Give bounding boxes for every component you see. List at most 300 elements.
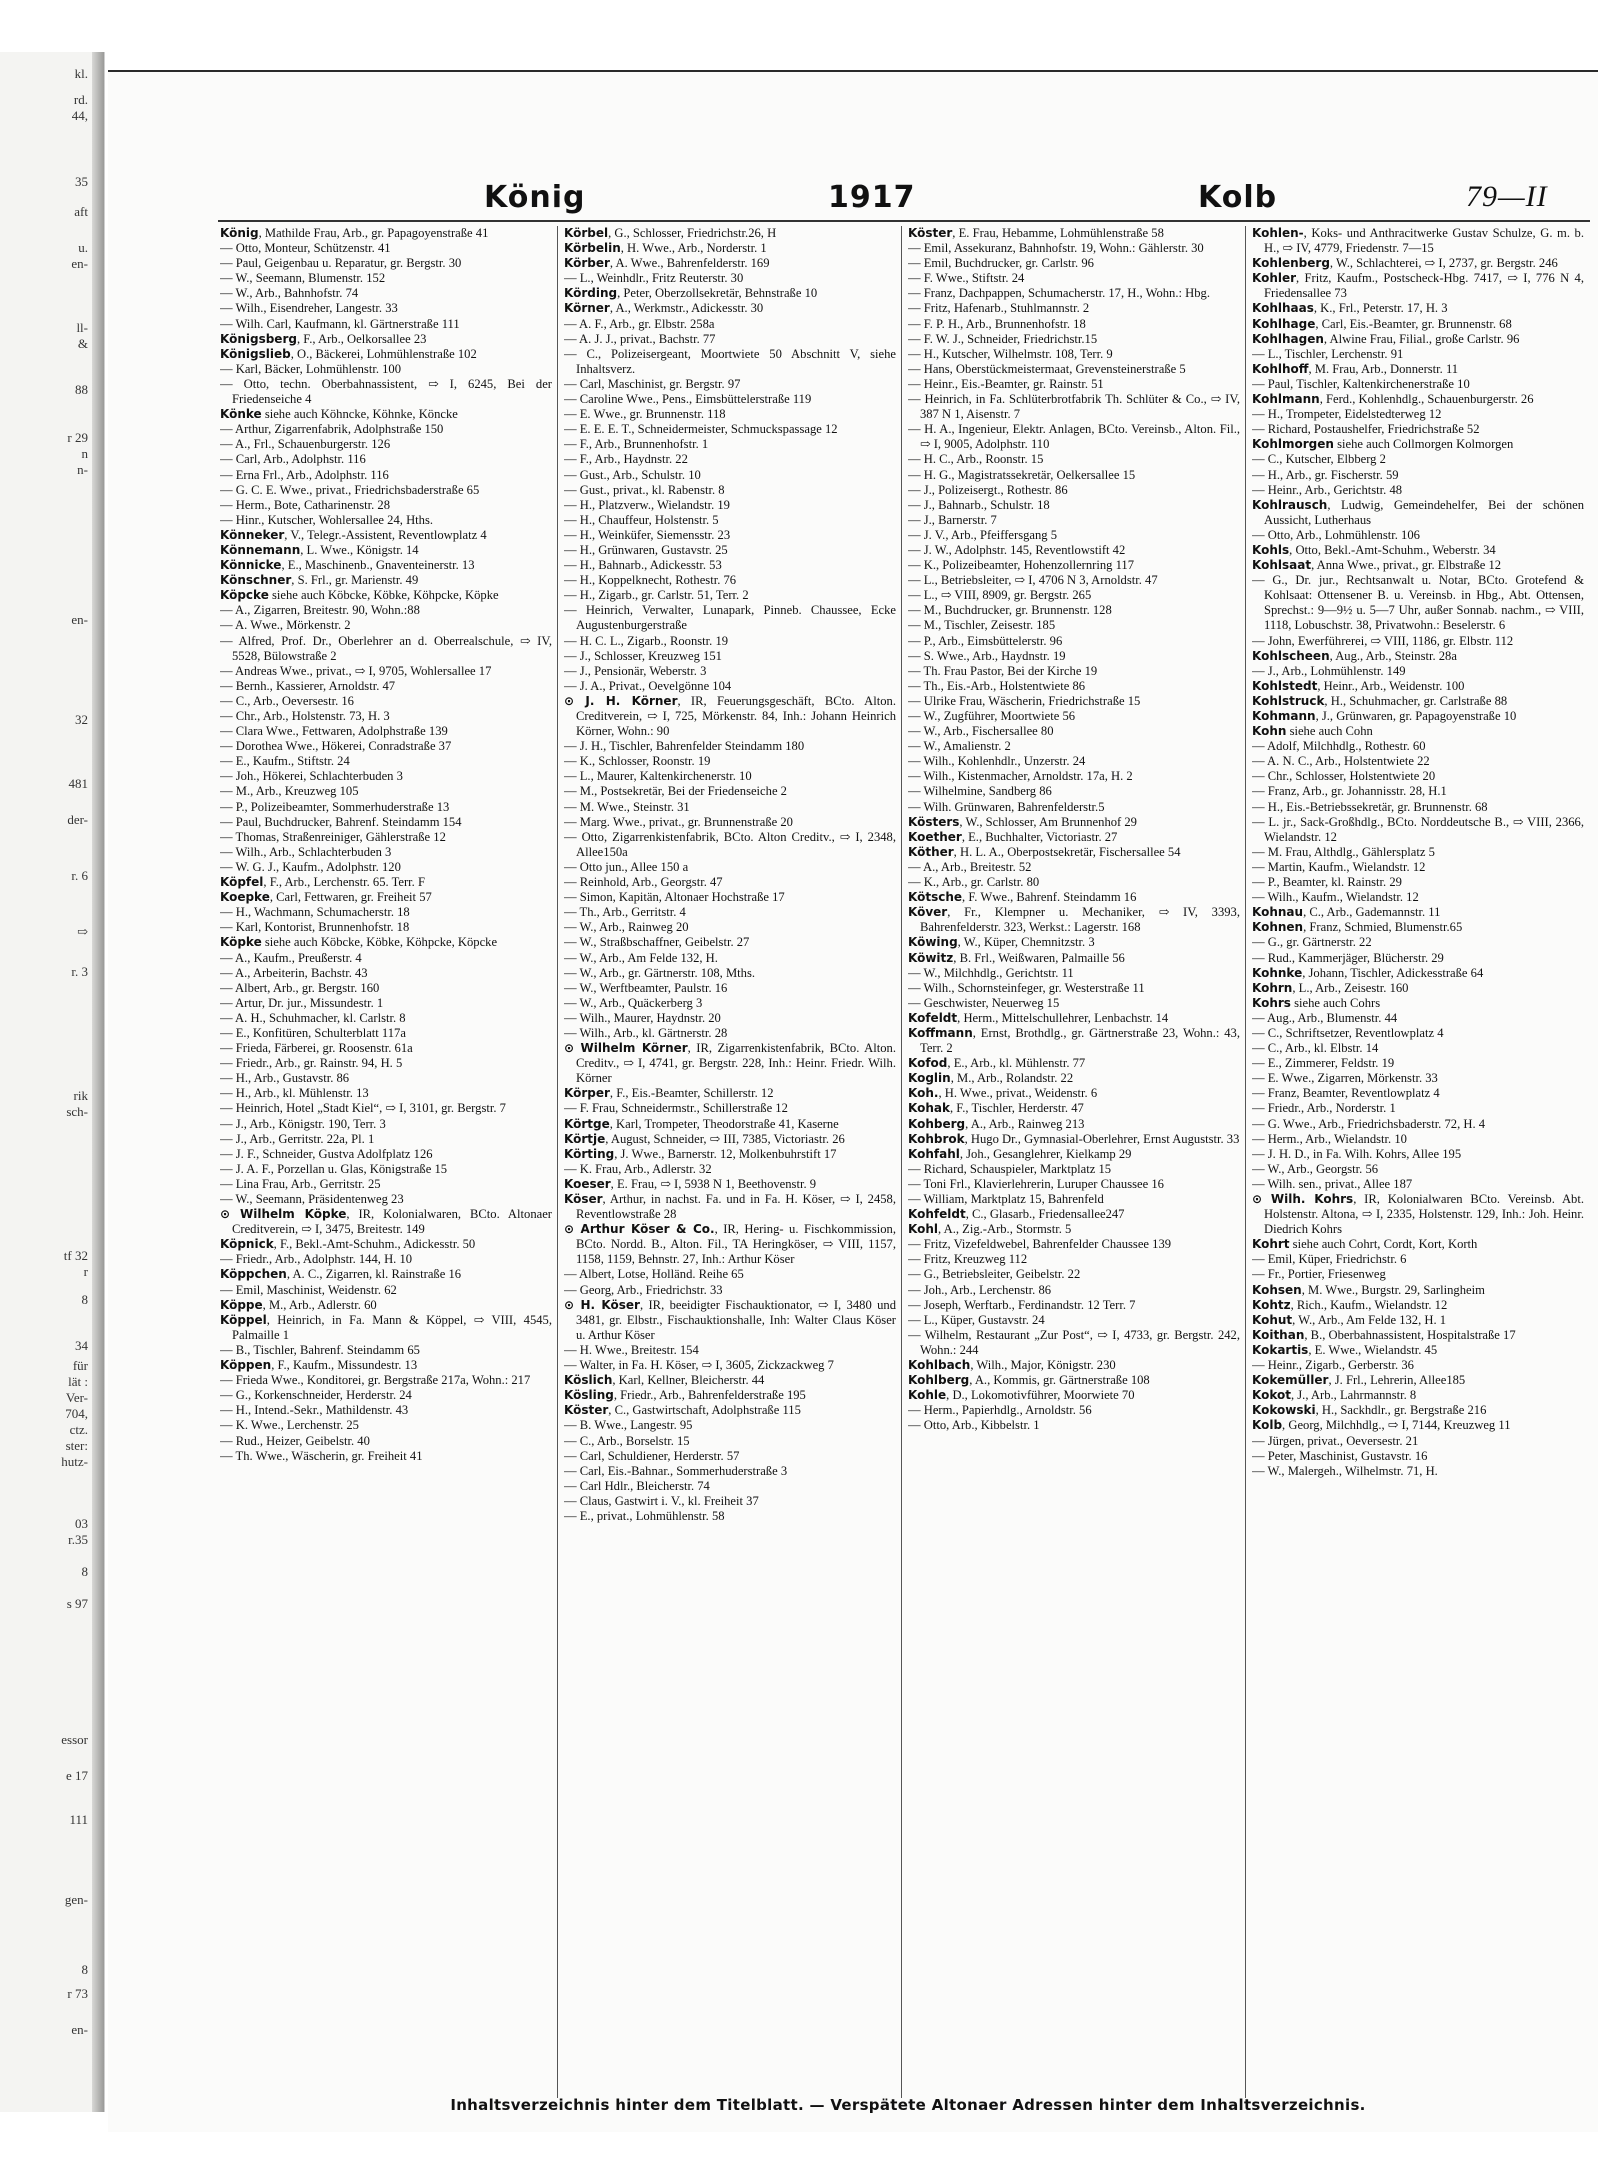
facing-page-fragment: &	[77, 336, 88, 351]
directory-entry: — Carl, Arb., Adolphstr. 116	[220, 452, 366, 467]
directory-entry: — Wilh., Schornsteinfeger, gr. Westerstraße 11	[908, 980, 1145, 995]
directory-entry: Kösters, W., Schlosser, Am Brunnenhof 29	[908, 814, 1137, 829]
facing-page-fragment: hutz-	[61, 1454, 88, 1469]
directory-entry: — A., Arb., Breitestr. 52	[908, 859, 1032, 874]
directory-entry: — Aug., Arb., Blumenstr. 44	[1252, 1010, 1398, 1025]
directory-entry: Kohlhage, Carl, Eis.-Beamter, gr. Brunnenstr. 68	[1252, 316, 1512, 331]
directory-entry: — E., Konfitüren, Schulterblatt 117a	[220, 1025, 406, 1040]
directory-entry: — Frieda Wwe., Konditorei, gr. Bergstraße 217a, Wohn.: 217	[220, 1373, 531, 1388]
facing-page-fragment: r 29	[67, 430, 88, 445]
directory-entry: Körber, A. Wwe., Bahrenfelderstr. 169	[564, 256, 770, 271]
directory-entry: — J., Arb., Königstr. 190, Terr. 3	[220, 1116, 386, 1131]
directory-entry: — C., Schriftsetzer, Reventlowplatz 4	[1252, 1025, 1444, 1040]
facing-page-fragment: 88	[75, 382, 88, 397]
directory-entry: — Herm., Papierhdlg., Arnoldstr. 56	[908, 1403, 1092, 1418]
directory-entry: — Karl, Kontorist, Brunnenhofstr. 18	[220, 920, 410, 935]
directory-entry: — W., Arb., gr. Gärtnerstr. 108, Mths.	[564, 965, 756, 980]
column-4	[1252, 226, 1584, 2096]
directory-entry: — Paul, Geigenbau u. Reparatur, gr. Bergstr. 30	[220, 256, 462, 271]
directory-entry: Könnicke, E., Maschinenb., Gnaventeinerstr. 13	[220, 558, 475, 573]
directory-entry: Kohlhoff, M. Frau, Arb., Donnerstr. 11	[1252, 361, 1459, 376]
directory-entry: — K. Wwe., Lerchenstr. 25	[220, 1418, 359, 1433]
directory-entry: Köther, H. L. A., Oberpostsekretär, Fischersallee 54	[908, 844, 1181, 859]
directory-entry: — E. Wwe., gr. Brunnenstr. 118	[564, 407, 726, 422]
directory-entry: — P., Beamter, kl. Rainstr. 29	[1252, 875, 1402, 890]
directory-entry: — H., Arb., gr. Fischerstr. 59	[1252, 467, 1399, 482]
facing-page-fragment: e 17	[65, 1768, 88, 1783]
scan-border	[0, 0, 1600, 52]
directory-entry: — F. W. J., Schneider, Friedrichstr.15	[908, 331, 1098, 346]
header-last-name: Kolb	[1198, 180, 1278, 215]
directory-entry: Kohberg, A., Arb., Rainweg 213	[908, 1116, 1085, 1131]
facing-page-fragment: 704,	[65, 1406, 88, 1421]
directory-entry: Kohls, Otto, Bekl.-Amt-Schuhm., Weberstr. 34	[1252, 542, 1496, 557]
directory-entry: Kohlbach, Wilh., Major, Königstr. 230	[908, 1358, 1116, 1373]
directory-entry: Köwing, W., Küper, Chemnitzstr. 3	[908, 935, 1095, 950]
directory-entry: — G., Dr. jur., Rechtsanwalt u. Notar, BCto. Grotefend & Kohlsaat: Ottensener B. u. Vereinsb. in Hbg., Abt. Ottensen, Sprechst.: 9—9½ u. 5—7 Uhr, außer Sonnab. nachm., ⇨ VIII, 1118, Lobuschstr. 38, Privatwohn.: Beselerstr. 6	[1252, 573, 1584, 633]
directory-entry: — L., ⇨ VIII, 8909, gr. Bergstr. 265	[908, 588, 1092, 603]
facing-page-fragment: ctz.	[69, 1422, 88, 1437]
directory-entry: — Joh., Hökerei, Schlachterbuden 3	[220, 769, 403, 784]
directory-entry: — Wilh. sen., privat., Allee 187	[1252, 1176, 1413, 1191]
facing-page-fragment: lät :	[68, 1374, 88, 1389]
directory-entry: — H., Weinküfer, Siemensstr. 23	[564, 527, 731, 542]
directory-entry: — Rud., Kammerjäger, Blücherstr. 29	[1252, 950, 1444, 965]
directory-entry: — Otto jun., Allee 150 a	[564, 859, 689, 874]
directory-entry: — C., Arb., Oeversestr. 16	[220, 693, 354, 708]
directory-entry: — B., Tischler, Bahrenf. Steindamm 65	[220, 1342, 420, 1357]
directory-entry: Kohmann, J., Grünwaren, gr. Papagoyenstraße 10	[1252, 709, 1517, 723]
facing-page-fragment: ster:	[65, 1438, 88, 1453]
directory-entry: — Otto, Arb., Lohmühlenstr. 106	[1252, 527, 1420, 542]
directory-entry: Koether, E., Buchhalter, Victoriastr. 27	[908, 829, 1118, 844]
directory-entry: — Otto, Monteur, Schützenstr. 41	[220, 241, 391, 256]
directory-entry: — W., Arb., Rainweg 20	[564, 920, 689, 935]
directory-entry: — J. V., Arb., Pfeiffersgang 5	[908, 527, 1058, 542]
directory-entry: — A. F., Arb., gr. Elbstr. 258a	[564, 316, 715, 331]
directory-entry: Kösling, Friedr., Arb., Bahrenfelderstraße 195	[564, 1388, 806, 1403]
directory-entry: — Richard, Schauspieler, Marktplatz 15	[908, 1161, 1112, 1176]
directory-entry: — G., gr. Gärtnerstr. 22	[1252, 935, 1372, 950]
directory-entry: — G. Wwe., Arb., Friedrichsbaderstr. 72, H. 4	[1252, 1116, 1486, 1131]
directory-entry: — A., Arbeiterin, Bachstr. 43	[220, 965, 368, 980]
directory-entry: — Peter, Maschinist, Gustavstr. 16	[1252, 1448, 1428, 1463]
facing-page-fragment: aft	[74, 204, 88, 219]
directory-entry: — Heinrich, in Fa. Schlüterbrotfabrik Th. Schlüter & Co., ⇨ IV, 387 N 1, Aisenstr. 7	[908, 392, 1240, 422]
directory-entry: Kohlscheen, Aug., Arb., Steinstr. 28a	[1252, 648, 1457, 663]
directory-entry: Köpfel, F., Arb., Lerchenstr. 65. Terr. F	[220, 875, 425, 890]
directory-entry: Körtje, August, Schneider, ⇨ III, 7385, Victoriastr. 26	[564, 1131, 845, 1146]
directory-entry: — Wilh., Eisendreher, Langestr. 33	[220, 301, 398, 316]
directory-entry: — Paul, Tischler, Kaltenkirchenerstraße 10	[1252, 376, 1470, 391]
directory-entry: — B. Wwe., Langestr. 95	[564, 1418, 693, 1433]
directory-entry: ⊙ Wilhelm Körner, IR, Zigarrenkistenfabrik, BCto. Alton. Creditv., ⇨ I, 4741, gr. Bergstr. 228, Inh.: Heinr. Friedr. Wilh. Körner	[564, 1041, 896, 1086]
directory-entry: — Franz, Beamter, Reventlowplatz 4	[1252, 1086, 1440, 1101]
directory-entry: Koeser, E. Frau, ⇨ I, 5938 N 1, Beethovenstr. 9	[564, 1176, 817, 1191]
directory-entry: — J. H. D., in Fa. Wilh. Kohrs, Allee 195	[1252, 1146, 1462, 1161]
directory-entry: — F., Arb., Brunnenhofstr. 1	[564, 437, 709, 452]
directory-entry: — Gust., Arb., Schulstr. 10	[564, 467, 701, 482]
directory-entry: Könke siehe auch Köhncke, Köhnke, Köncke	[220, 407, 458, 422]
directory-entry: — Wilh. Grünwaren, Bahrenfelderstr.5	[908, 799, 1105, 814]
directory-entry: — H., Arb., Gustavstr. 86	[220, 1071, 350, 1086]
directory-entry: — Joh., Arb., Lerchenstr. 86	[908, 1282, 1052, 1297]
directory-entry: — Andreas Wwe., privat., ⇨ I, 9705, Wohlersallee 17	[220, 663, 492, 678]
directory-entry: Kohnau, C., Arb., Gademannstr. 11	[1252, 905, 1441, 920]
directory-entry: Könnemann, L. Wwe., Königstr. 14	[220, 542, 419, 557]
directory-entry: — Clara Wwe., Fettwaren, Adolphstraße 139	[220, 724, 448, 739]
directory-entry: — W., Arb., Georgstr. 56	[1252, 1161, 1379, 1176]
directory-entry: — Th., Eis.-Arb., Holstentwiete 86	[908, 678, 1086, 693]
directory-entry: — J., Bahnarb., Schulstr. 18	[908, 497, 1050, 512]
directory-entry: Körting, J. Wwe., Barnerstr. 12, Molkenbuhrstift 17	[564, 1146, 837, 1161]
header-first-name: König	[484, 180, 586, 215]
directory-entry: — M., Postsekretär, Bei der Friedenseiche 2	[564, 784, 787, 799]
directory-entry: Kohrs siehe auch Cohrs	[1252, 995, 1381, 1010]
directory-entry: — H. G., Magistratssekretär, Oelkersallee 15	[908, 467, 1136, 482]
directory-entry: Kokot, J., Arb., Lahrmannstr. 8	[1252, 1388, 1417, 1403]
directory-entry: König, Mathilde Frau, Arb., gr. Papagoyenstraße 41	[220, 226, 489, 240]
directory-entry: — Th., Arb., Gerritstr. 4	[564, 905, 686, 920]
directory-entry: — Erna Frl., Arb., Adolphstr. 116	[220, 467, 389, 482]
directory-entry: — M., Buchdrucker, gr. Brunnenstr. 128	[908, 603, 1112, 618]
directory-entry: — A., Kaufm., Preußerstr. 4	[220, 950, 362, 965]
directory-entry: Kohrn, L., Arb., Zeisestr. 160	[1252, 980, 1409, 995]
directory-entry: — J. A. F., Porzellan u. Glas, Königstraße 15	[220, 1161, 448, 1176]
directory-entry: — Simon, Kapitän, Altonaer Hochstraße 17	[564, 890, 785, 905]
directory-entry: Kohak, F., Tischler, Herderstr. 47	[908, 1101, 1084, 1116]
facing-page-fragment: 03	[75, 1516, 88, 1531]
directory-entry: Köwitz, B. Frl., Weißwaren, Palmaille 56	[908, 950, 1125, 965]
directory-entry: — P., Arb., Eimsbüttelerstr. 96	[908, 633, 1063, 648]
directory-entry: — Fritz, Vizefeldwebel, Bahrenfelder Chaussee 139	[908, 1237, 1172, 1252]
directory-entry: Kohlstedt, Heinr., Arb., Weidenstr. 100	[1252, 678, 1465, 693]
facing-page-fragment: gen-	[64, 1892, 88, 1907]
facing-page-fragment: en-	[71, 612, 88, 627]
directory-entry: Köslich, Karl, Kellner, Bleicherstr. 44	[564, 1373, 765, 1388]
directory-entry: — Otto, Zigarrenkistenfabrik, BCto. Alton Creditv., ⇨ I, 2348, Allee150a	[564, 829, 896, 859]
facing-page-fragment: sch-	[66, 1104, 88, 1119]
directory-entry: Körbelin, H. Wwe., Arb., Norderstr. 1	[564, 241, 767, 256]
directory-entry: Kötsche, F. Wwe., Bahrenf. Steindamm 16	[908, 890, 1137, 905]
directory-entry: Könschner, S. Frl., gr. Marienstr. 49	[220, 573, 419, 588]
directory-entry: — H., Platzverw., Wielandstr. 19	[564, 497, 730, 512]
directory-entry: — J., Schlosser, Kreuzweg 151	[564, 648, 722, 663]
directory-entry: — Friedr., Arb., gr. Rainstr. 94, H. 5	[220, 1056, 403, 1071]
directory-entry: — K., Schlosser, Roonstr. 19	[564, 754, 711, 769]
directory-entry: Kohlsaat, Anna Wwe., privat., gr. Elbstraße 12	[1252, 558, 1502, 573]
facing-page-fragment: n	[81, 446, 88, 461]
directory-entry: — Carl, Schuldiener, Herderstr. 57	[564, 1448, 740, 1463]
facing-page-fragment: r. 3	[71, 964, 88, 979]
directory-entry: — K., Arb., gr. Carlstr. 80	[908, 875, 1040, 890]
directory-entry: Kohfeldt, C., Glasarb., Friedensallee247	[908, 1207, 1125, 1222]
directory-entry: Kohut, W., Arb., Am Felde 132, H. 1	[1252, 1312, 1447, 1327]
page-number: 79—II	[1466, 180, 1548, 213]
directory-entry: Kohlhaas, K., Frl., Peterstr. 17, H. 3	[1252, 301, 1448, 316]
directory-entry: — Frieda, Färberei, gr. Roosenstr. 61a	[220, 1041, 413, 1056]
directory-entry: Köser, Arthur, in nachst. Fa. und in Fa. H. Köser, ⇨ I, 2458, Reventlowstraße 28	[564, 1192, 896, 1222]
directory-entry: — Wilh., Arb., Schlachterbuden 3	[220, 844, 392, 859]
directory-entry: ⊙ H. Köser, IR, beeidigter Fischauktionator, ⇨ I, 3480 und 3481, gr. Elbstr., Fischauktionshalle, Inh: Walter Claus Köser u. Arthur Köser	[564, 1297, 896, 1342]
facing-page-fragment: 8	[81, 1564, 88, 1579]
directory-entry: — W., Arb., Fischersallee 80	[908, 724, 1054, 739]
directory-entry: — H., Kutscher, Wilhelmstr. 108, Terr. 9	[908, 346, 1113, 361]
directory-entry: — A. J. J., privat., Bachstr. 77	[564, 331, 716, 346]
column-3	[908, 226, 1240, 2096]
directory-entry: — H., Koppelknecht, Rothestr. 76	[564, 573, 737, 588]
directory-entry: — W., Seemann, Blumenstr. 152	[220, 271, 386, 286]
previous-page-edge	[0, 52, 105, 2112]
directory-entry: Kohle, D., Lokomotivführer, Moorwiete 70	[908, 1388, 1135, 1403]
directory-entry: — Otto, techn. Oberbahnassistent, ⇨ I, 6245, Bei der Friedenseiche 4	[220, 376, 552, 407]
directory-entry: — Ulrike Frau, Wäscherin, Friedrichstraße 15	[908, 693, 1141, 708]
directory-entry: Koffmann, Ernst, Brothdlg., gr. Gärtnerstraße 23, Wohn.: 43, Terr. 2	[908, 1025, 1240, 1056]
directory-entry: Koglin, M., Arb., Rolandstr. 22	[908, 1071, 1074, 1086]
directory-entry: — H. C. L., Zigarb., Roonstr. 19	[564, 633, 729, 648]
directory-entry: — Hans, Oberstückmeistermaat, Grevensteinerstraße 5	[908, 361, 1186, 376]
directory-entry: — Herm., Bote, Catharinenstr. 28	[220, 497, 390, 512]
directory-entry: — G., Korkenschneider, Herderstr. 24	[220, 1388, 412, 1403]
directory-entry: ⊙ Arthur Köser & Co., IR, Hering- u. Fischkommission, BCto. Nordd. B., Alton. Fil., TA Heringköser, ⇨ VIII, 1157, 1158, 1159, Behnstr. 27, Inh.: Arthur Köser	[564, 1222, 896, 1267]
facing-page-fragment: r 73	[67, 1986, 88, 2001]
directory-entry: — H., Eis.-Betriebssekretär, gr. Brunnenstr. 68	[1252, 799, 1488, 814]
directory-entry: Königsberg, F., Arb., Oelkorsallee 23	[220, 331, 427, 346]
directory-entry: — J. W., Adolphstr. 145, Reventlowstift 42	[908, 542, 1126, 557]
directory-entry: — H. Wwe., Breitestr. 154	[564, 1342, 699, 1357]
directory-entry: — J., Barnerstr. 7	[908, 512, 997, 527]
directory-page	[108, 70, 1598, 2132]
directory-entry: — Toni Frl., Klavierlehrerin, Luruper Chaussee 16	[908, 1176, 1164, 1191]
directory-entry: — Heinr., Zigarb., Gerberstr. 36	[1252, 1358, 1414, 1373]
directory-entry: — S. Wwe., Arb., Haydnstr. 19	[908, 648, 1066, 663]
directory-entry: — Martin, Kaufm., Wielandstr. 12	[1252, 859, 1426, 874]
directory-entry: Köpcke siehe auch Köbcke, Köbke, Köhpcke, Köpke	[220, 588, 499, 603]
facing-page-fragment: 32	[75, 712, 88, 727]
directory-entry: — L., Küper, Gustavstr. 24	[908, 1312, 1045, 1327]
directory-entry: — C., Arb., Borselstr. 15	[564, 1433, 690, 1448]
facing-page-fragment: 111	[69, 1812, 88, 1827]
directory-entry: Köppchen, A. C., Zigarren, kl. Rainstraße 16	[220, 1267, 462, 1282]
directory-entry: — C., Arb., kl. Elbstr. 14	[1252, 1041, 1379, 1056]
directory-entry: — Wilh., Kohlenhdlr., Unzerstr. 24	[908, 754, 1086, 769]
directory-entry: — Herm., Arb., Wielandstr. 10	[1252, 1131, 1407, 1146]
directory-entry: — Rud., Heizer, Geibelstr. 40	[220, 1433, 370, 1448]
directory-entry: — Artur, Dr. jur., Missundestr. 1	[220, 995, 384, 1010]
directory-entry: — H., Wachmann, Schumacherstr. 18	[220, 905, 410, 920]
directory-entry: — Claus, Gastwirt i. V., kl. Freiheit 37	[564, 1493, 759, 1508]
directory-entry: Köppe, M., Arb., Adlerstr. 60	[220, 1297, 377, 1312]
facing-page-fragment: für	[72, 1358, 88, 1373]
directory-entry: Koh., H. Wwe., privat., Weidenstr. 6	[908, 1086, 1098, 1101]
column-divider	[1245, 226, 1246, 2098]
facing-page-fragment: Ver-	[65, 1390, 88, 1405]
column-divider	[901, 226, 902, 2098]
directory-entry: — L., Maurer, Kaltenkirchenerstr. 10	[564, 769, 752, 784]
directory-entry: — Emil, Maschinist, Weidenstr. 62	[220, 1282, 397, 1297]
directory-entry: — Otto, Arb., Kibbelstr. 1	[908, 1418, 1040, 1433]
directory-entry: — Hinr., Kutscher, Wohlersallee 24, Hths.	[220, 512, 434, 527]
directory-entry: — Joseph, Werftarb., Ferdinandstr. 12 Terr. 7	[908, 1297, 1136, 1312]
facing-page-fragment: essor	[61, 1732, 88, 1747]
directory-entry: — Heinrich, Verwalter, Lunapark, Pinneb. Chaussee, Ecke Augustenburgerstraße	[564, 603, 896, 633]
directory-entry: — H., Intend.-Sekr., Mathildenstr. 43	[220, 1403, 409, 1418]
directory-entry: — Gust., privat., kl. Rabenstr. 8	[564, 482, 725, 497]
directory-entry: — G., Betriebsleiter, Geibelstr. 22	[908, 1267, 1081, 1282]
directory-entry: Kohrt siehe auch Cohrt, Cordt, Kort, Korth	[1252, 1237, 1478, 1252]
directory-entry: — Thomas, Straßenreiniger, Gählerstraße 12	[220, 829, 446, 844]
directory-entry: Kohsen, M. Wwe., Burgstr. 29, Sarlingheim	[1252, 1282, 1485, 1297]
directory-entry: — M., Arb., Kreuzweg 105	[220, 784, 359, 799]
directory-entry: — J. H., Tischler, Bahrenfelder Steindamm 180	[564, 739, 805, 754]
directory-entry: Körding, Peter, Oberzollsekretär, Behnstraße 10	[564, 286, 818, 301]
directory-entry: — J., Polizeisergt., Rothestr. 86	[908, 482, 1068, 497]
directory-entry: Köpnick, F., Bekl.-Amt-Schuhm., Adickesstr. 50	[220, 1237, 476, 1252]
directory-entry: — W., Straßbschaffner, Geibelstr. 27	[564, 935, 750, 950]
directory-entry: — C., Kutscher, Elbberg 2	[1252, 452, 1386, 467]
directory-entry: — Franz, Arb., gr. Johannisstr. 28, H.1	[1252, 784, 1447, 799]
directory-entry: Kohnke, Johann, Tischler, Adickesstraße 64	[1252, 965, 1484, 980]
directory-entry: — W., Amalienstr. 2	[908, 739, 1011, 754]
directory-entry: — W., Werftbeamter, Paulstr. 16	[564, 980, 728, 995]
directory-entry: — Lina Frau, Arb., Gerritstr. 25	[220, 1176, 381, 1191]
facing-page-fragment: en-	[71, 256, 88, 271]
directory-entry: — E., privat., Lohmühlenstr. 58	[564, 1508, 725, 1523]
directory-entry: Kokartis, E. Wwe., Wielandstr. 45	[1252, 1342, 1438, 1357]
page-footer-note: Inhaltsverzeichnis hinter dem Titelblatt. — Verspätete Altonaer Adressen hinter dem Inhaltsverzeichnis.	[450, 2096, 1366, 2114]
directory-entry: — Wilh., Kistenmacher, Arnoldstr. 17a, H. 2	[908, 769, 1133, 784]
facing-page-fragment: 8	[81, 1292, 88, 1307]
directory-entry: Königslieb, O., Bäckerei, Lohmühlenstraße 102	[220, 346, 477, 361]
directory-entry: — Franz, Dachpappen, Schumacherstr. 17, H., Wohn.: Hbg.	[908, 286, 1210, 301]
directory-entry: — J. A., Privat., Oevelgönne 104	[564, 678, 732, 693]
directory-entry: Könneker, V., Telegr.-Assistent, Reventlowplatz 4	[220, 527, 487, 542]
directory-entry: — Carl Hdlr., Bleicherstr. 74	[564, 1478, 710, 1493]
directory-entry: Kohl, A., Zig.-Arb., Stormstr. 5	[908, 1222, 1072, 1237]
directory-entry: — H., Chauffeur, Holstenstr. 5	[564, 512, 719, 527]
directory-entry: — J., Pensionär, Weberstr. 3	[564, 663, 707, 678]
directory-entry: — A., Frl., Schauenburgerstr. 126	[220, 437, 391, 452]
directory-entry: Kohlstruck, H., Schuhmacher, gr. Carlstraße 88	[1252, 693, 1508, 708]
facing-page-fragment: ll-	[76, 320, 88, 335]
directory-entry: Kohlmorgen siehe auch Collmorgen Kolmorgen	[1252, 437, 1514, 452]
directory-entry: ⊙ J. H. Körner, IR, Feuerungsgeschäft, BCto. Alton. Creditverein, ⇨ I, 725, Mörkenstr. 84, Inh.: Johann Heinrich Körner, Wohn.: 90	[564, 693, 896, 739]
directory-entry: Köver, Fr., Klempner u. Mechaniker, ⇨ IV, 3393, Bahrenfelderstr. 323, Werkst.: Lagerstr. 168	[908, 905, 1240, 935]
directory-entry: Kohlen-, Koks- und Anthracitwerke Gustav Schulze, G. m. b. H., ⇨ IV, 4779, Friedenstr. 7—15	[1252, 226, 1584, 256]
facing-page-fragment: tf 32	[63, 1248, 88, 1263]
directory-entry: — H., Bahnarb., Adickesstr. 53	[564, 558, 722, 573]
directory-entry: — F. Wwe., Stiftstr. 24	[908, 271, 1025, 286]
directory-entry: — W., Malergeh., Wilhelmstr. 71, H.	[1252, 1463, 1438, 1478]
directory-entry: — J., Arb., Gerritstr. 22a, Pl. 1	[220, 1131, 375, 1146]
directory-entry: Köppel, Heinrich, in Fa. Mann & Köppel, ⇨ VIII, 4545, Palmaille 1	[220, 1312, 552, 1342]
column-divider	[557, 226, 558, 2098]
directory-entry: — Friedr., Arb., Norderstr. 1	[1252, 1101, 1396, 1116]
directory-entry: — John, Ewerführerei, ⇨ VIII, 1186, gr. Elbstr. 112	[1252, 633, 1514, 648]
facing-page-fragment: s 97	[66, 1596, 88, 1611]
facing-page-fragment: 8	[81, 1962, 88, 1977]
directory-entry: — L. jr., Sack-Großhdlg., BCto. Norddeutsche B., ⇨ VIII, 2366, Wielandstr. 12	[1252, 814, 1584, 844]
directory-entry: Kohn siehe auch Cohn	[1252, 724, 1373, 739]
facing-page-fragment: ⇨	[77, 924, 88, 939]
facing-page-fragment: 44,	[71, 108, 88, 123]
facing-page-fragment: u.	[78, 240, 88, 255]
directory-entry: — Arthur, Zigarrenfabrik, Adolphstraße 150	[220, 422, 444, 437]
facing-page-fragment: rd.	[73, 92, 88, 107]
directory-entry: — H., Arb., kl. Mühlenstr. 13	[220, 1086, 369, 1101]
directory-entry: Koepke, Carl, Fettwaren, gr. Freiheit 57	[220, 890, 432, 905]
directory-entry: — Walter, in Fa. H. Köser, ⇨ I, 3605, Zickzackweg 7	[564, 1358, 834, 1373]
directory-entry: — Richard, Postaushelfer, Friedrichstraße 52	[1252, 422, 1480, 437]
directory-entry: — Emil, Assekuranz, Bahnhofstr. 19, Wohn.: Gählerstr. 30	[908, 241, 1204, 256]
facing-page-fragment: rik	[73, 1088, 88, 1103]
directory-entry: — Reinhold, Arb., Georgstr. 47	[564, 875, 723, 890]
directory-entry: — M. Frau, Althdlg., Gählersplatz 5	[1252, 844, 1435, 859]
directory-entry: — E. E. E. T., Schneidermeister, Schmuckspassage 12	[564, 422, 838, 437]
directory-entry: — M., Tischler, Zeisestr. 185	[908, 618, 1056, 633]
directory-entry: — F. Frau, Schneidermstr., Schillerstraße 12	[564, 1101, 788, 1116]
column-1	[220, 226, 552, 2096]
directory-entry: — Jürgen, privat., Oeversestr. 21	[1252, 1433, 1419, 1448]
directory-entry: Kofeldt, Herm., Mittelschullehrer, Lenbachstr. 14	[908, 1010, 1169, 1025]
directory-entry: — Wilhelmine, Sandberg 86	[908, 784, 1052, 799]
directory-entry: — Chr., Schlosser, Holstentwiete 20	[1252, 769, 1436, 784]
directory-entry: Kolb, Georg, Milchhdlg., ⇨ I, 7144, Kreuzweg 11	[1252, 1418, 1511, 1433]
directory-entry: Körtge, Karl, Trompeter, Theodorstraße 41, Kaserne	[564, 1116, 839, 1131]
directory-entry: — A. N. C., Arb., Holstentwiete 22	[1252, 754, 1430, 769]
directory-entry: — Emil, Buchdrucker, gr. Carlstr. 96	[908, 256, 1094, 271]
directory-entry: — W., Milchhdlg., Gerichtstr. 11	[908, 965, 1074, 980]
directory-entry: — E. Wwe., Zigarren, Mörkenstr. 33	[1252, 1071, 1438, 1086]
header-year: 1917	[828, 180, 916, 215]
directory-entry: — Wilh. Carl, Kaufmann, kl. Gärtnerstraße 111	[220, 316, 460, 331]
directory-entry: Kohfahl, Joh., Gesanglehrer, Kielkamp 29	[908, 1146, 1132, 1161]
directory-entry: — Albert, Lotse, Holländ. Reihe 65	[564, 1267, 744, 1282]
directory-entry: Kohlhagen, Alwine Frau, Filial., große Carlstr. 96	[1252, 331, 1520, 346]
directory-entry: — Fritz, Kreuzweg 112	[908, 1252, 1028, 1267]
directory-entry: — A. Wwe., Mörkenstr. 2	[220, 618, 351, 633]
directory-entry: — W. G. J., Kaufm., Adolphstr. 120	[220, 859, 401, 874]
directory-entry: — F. P. H., Arb., Brunnenhofstr. 18	[908, 316, 1086, 331]
directory-entry: — Georg, Arb., Friedrichstr. 33	[564, 1282, 723, 1297]
directory-entry: Kohlberg, A., Kommis, gr. Gärtnerstraße 108	[908, 1373, 1150, 1388]
directory-entry: — H., Trompeter, Eidelstedterweg 12	[1252, 407, 1442, 422]
directory-entry: Kofod, E., Arb., kl. Mühlenstr. 77	[908, 1056, 1086, 1071]
directory-entry: Körbel, G., Schlosser, Friedrichstr.26, H	[564, 226, 777, 240]
directory-entry: — Bernh., Kassierer, Arnoldstr. 47	[220, 678, 396, 693]
directory-entry: ⊙ Wilhelm Köpke, IR, Kolonialwaren, BCto. Altonaer Creditverein, ⇨ I, 3475, Breitestr. 149	[220, 1207, 552, 1237]
directory-entry: — J., Arb., Lohmühlenstr. 149	[1252, 663, 1406, 678]
facing-page-fragment: r.35	[68, 1532, 88, 1547]
directory-entry: — Wilh., Kaufm., Wielandstr. 12	[1252, 890, 1419, 905]
directory-entry: — E., Zimmerer, Feldstr. 19	[1252, 1056, 1395, 1071]
directory-entry: — Th. Frau Pastor, Bei der Kirche 19	[908, 663, 1098, 678]
directory-entry: — Albert, Arb., gr. Bergstr. 160	[220, 980, 380, 995]
facing-page-fragment: kl.	[74, 66, 88, 81]
directory-entry: — Alfred, Prof. Dr., Oberlehrer an d. Oberrealschule, ⇨ IV, 5528, Bülowstraße 2	[220, 633, 552, 663]
directory-entry: — Heinr., Arb., Gerichtstr. 48	[1252, 482, 1403, 497]
directory-entry: — J. F., Schneider, Gustva Adolfplatz 126	[220, 1146, 433, 1161]
directory-entry: — Th. Wwe., Wäscherin, gr. Freiheit 41	[220, 1448, 423, 1463]
facing-page-fragment: 481	[68, 776, 88, 791]
directory-entry: Kokemüller, J. Frl., Lehrerin, Allee185	[1252, 1373, 1466, 1388]
directory-entry: — L., Weinhdlr., Fritz Reuterstr. 30	[564, 271, 744, 286]
directory-entry: — Caroline Wwe., Pens., Eimsbüttelerstraße 119	[564, 392, 812, 407]
directory-entry: — Karl, Bäcker, Lohmühlenstr. 100	[220, 361, 402, 376]
facing-page-fragment: 35	[75, 174, 88, 189]
directory-entry: — Wilh., Maurer, Haydnstr. 20	[564, 1010, 721, 1025]
directory-entry: — K., Polizeibeamter, Hohenzollernring 117	[908, 558, 1135, 573]
